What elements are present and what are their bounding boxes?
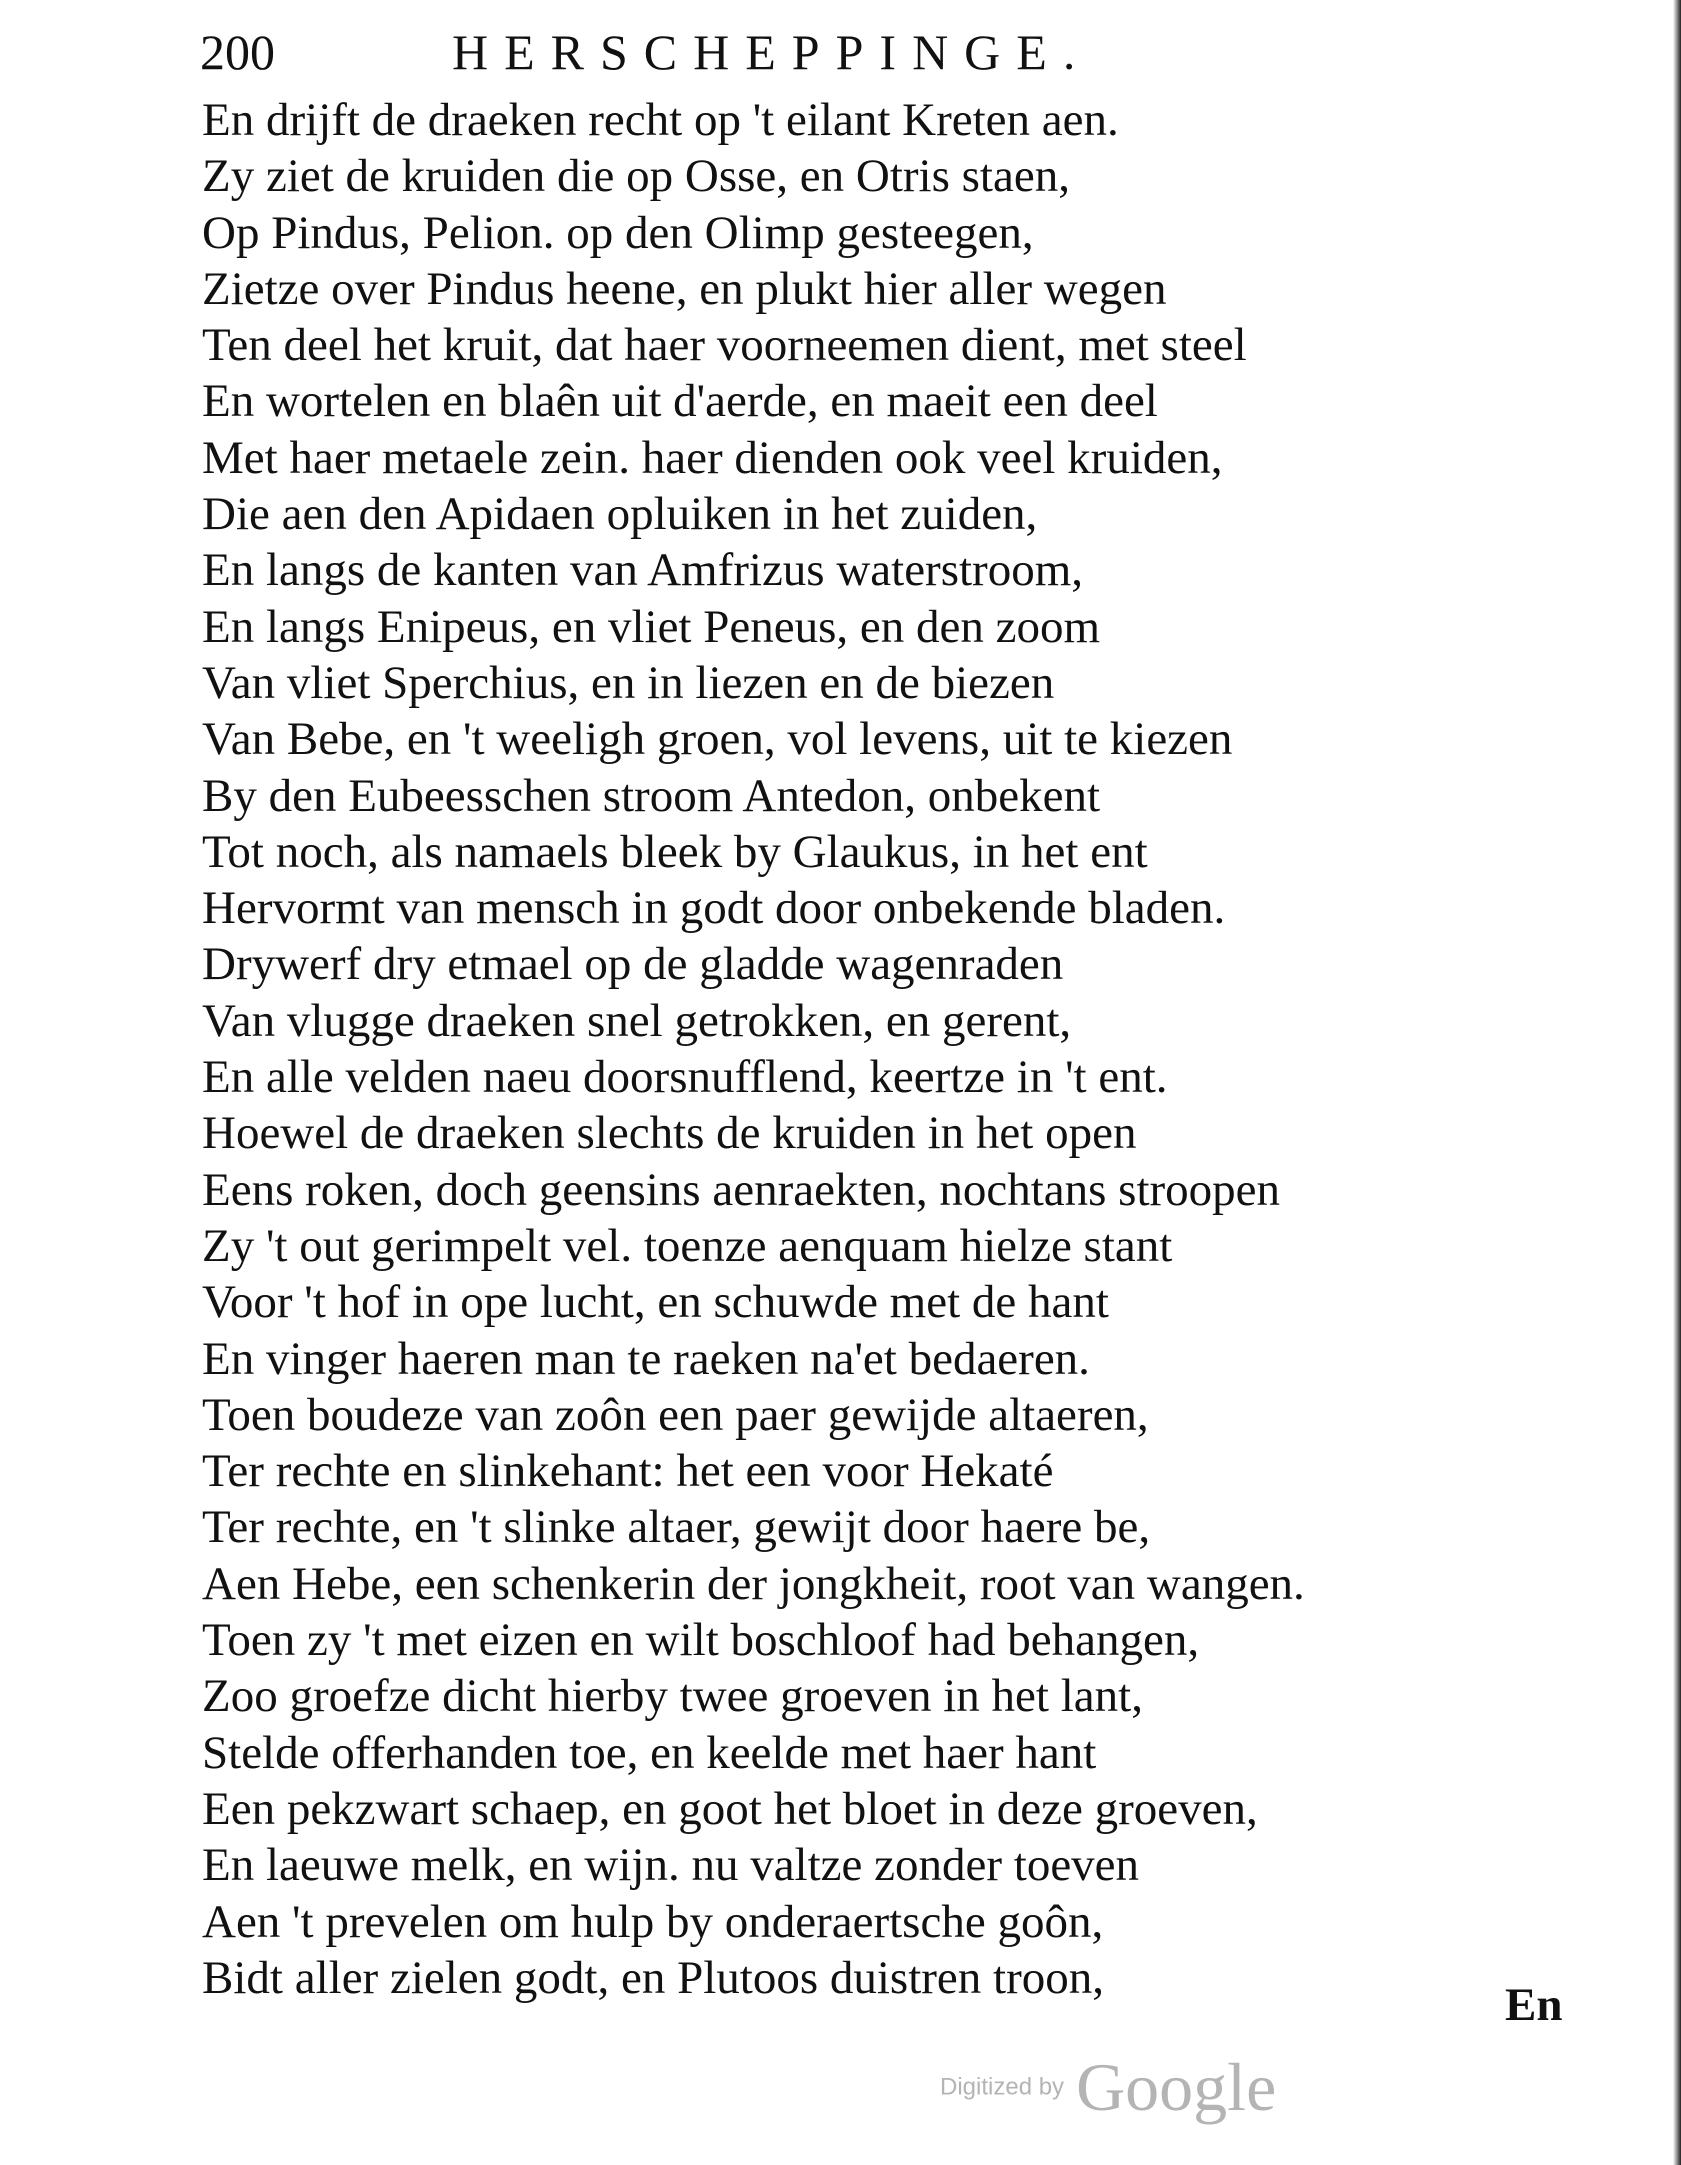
poem-line: Met haer metaele zein. haer dienden ook veel kruiden, [202, 431, 1223, 484]
poem-line: Voor 't hof in ope lucht, en schuwde met de hant [202, 1276, 1109, 1329]
watermark-prefix: Digitized by [940, 2073, 1065, 2101]
poem-line: Toen boudeze van zoôn een paer gewijde altaeren, [202, 1388, 1149, 1441]
poem-line: Ter rechte, en 't slinke altaer, gewijt door haere be, [202, 1501, 1151, 1554]
poem-line: Op Pindus, Pelion. op den Olimp gesteegen, [202, 206, 1034, 259]
poem-line: Zoo groefze dicht hierby twee groeven in het lant, [202, 1670, 1143, 1723]
poem-line: En langs Enipeus, en vliet Peneus, en den zoom [202, 600, 1101, 653]
poem-line: Aen Hebe, een schenkerin der jongkheit, root van wangen. [202, 1557, 1305, 1610]
poem-line: Zietze over Pindus heene, en plukt hier aller wegen [202, 262, 1167, 315]
poem-line: Eens roken, doch geensins aenraekten, nochtans stroopen [202, 1163, 1281, 1216]
poem-line: Zy ziet de kruiden die op Osse, en Otris staen, [202, 150, 1070, 203]
poem-line: Tot noch, als namaels bleek by Glaukus, in het ent [202, 825, 1148, 878]
poem-line: Zy 't out gerimpelt vel. toenze aenquam hielze stant [202, 1219, 1173, 1272]
poem-line: En wortelen en blaên uit d'aerde, en maeit een deel [202, 375, 1158, 428]
poem-line: Die aen den Apidaen opluiken in het zuiden, [202, 488, 1038, 541]
poem-line: By den Eubeesschen stroom Antedon, onbekent [202, 769, 1101, 822]
poem-line: En drijft de draeken recht op 't eilant Kreten aen. [202, 94, 1119, 146]
poem-line: Een pekzwart schaep, en goot het bloet in deze groeven, [202, 1782, 1258, 1835]
poem-line: Van Bebe, en 't weeligh groen, vol levens, uit te kiezen [202, 713, 1233, 766]
poem-line: Bidt aller zielen godt, en Plutoos duistren troon, [202, 1951, 1104, 2004]
poem-text [202, 92, 1582, 2006]
poem-line: Aen 't prevelen om hulp by onderaertsche goôn, [202, 1895, 1104, 1948]
poem-line: En alle velden naeu doorsnufflend, keertze in 't ent. [202, 1051, 1168, 1104]
catchword: En [1505, 1979, 1563, 2031]
running-head: HERSCHEPPINGE. [452, 24, 1092, 80]
poem-line: Stelde offerhanden toe, en keelde met haer hant [202, 1726, 1097, 1779]
poem-line: En langs de kanten van Amfrizus waterstroom, [202, 544, 1084, 597]
poem-line: Ter rechte en slinkehant: het een voor Hekaté [202, 1445, 1054, 1498]
poem-line: Van vliet Sperchius, en in liezen en de biezen [202, 656, 1055, 709]
page-header [200, 22, 1330, 82]
poem-line: Van vlugge draeken snel getrokken, en gerent, [202, 994, 1072, 1047]
poem-line: Hoewel de draeken slechts de kruiden in het open [202, 1107, 1137, 1160]
poem-line: Toen zy 't met eizen en wilt boschloof had behangen, [202, 1614, 1200, 1667]
poem-line: Drywerf dry etmael op de gladde wagenraden [202, 938, 1064, 991]
page-edge-shadow [1673, 0, 1681, 2165]
poem-line: En vinger haeren man te raeken na'et bedaeren. [202, 1332, 1090, 1385]
digitized-watermark [940, 2048, 1276, 2127]
poem-line: Hervormt van mensch in godt door onbekende bladen. [202, 882, 1226, 935]
google-logo: Google [1076, 2049, 1277, 2125]
poem-line: Ten deel het kruit, dat haer voorneemen dient, met steel [202, 319, 1247, 372]
poem-line: En laeuwe melk, en wijn. nu valtze zonder toeven [202, 1839, 1140, 1892]
page-number: 200 [200, 24, 275, 80]
